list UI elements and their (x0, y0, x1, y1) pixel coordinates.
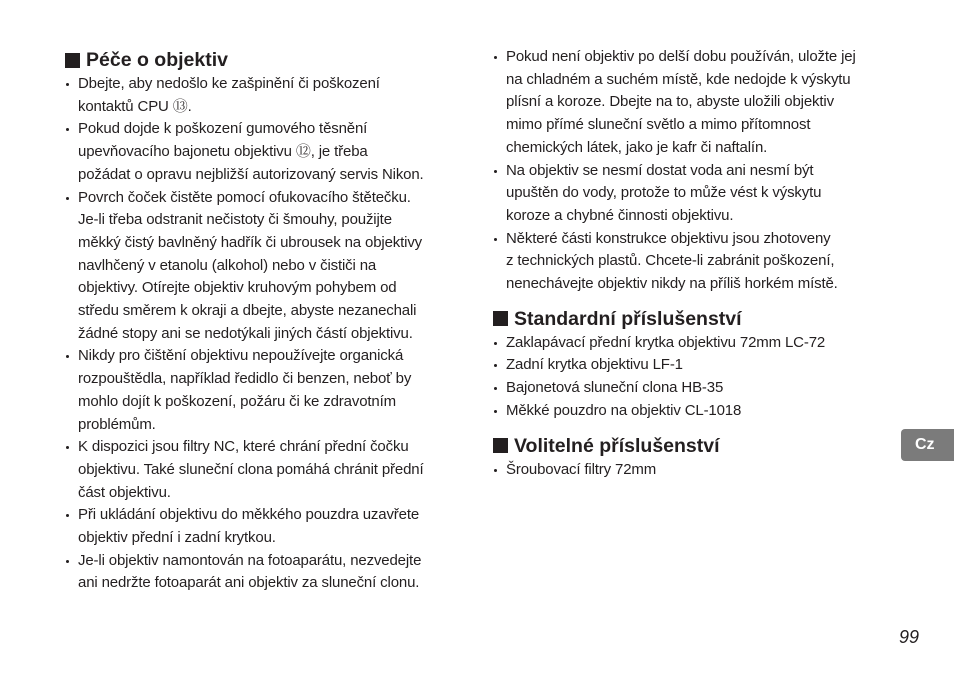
list-item: Pokud není objektiv po delší dobu používán, uložte jej na chladném a suchém místě, kde nedojde k výskytu plísní a koroze. Dbejte na to, abyste uložili objektiv mimo přímé sluneční světlo a mimo přítomnost chemických látek, jako je kafr či naftalín. (492, 46, 912, 160)
list-item: Bajonetová sluneční clona HB-35 (492, 377, 912, 400)
heading-text: Péče o objektiv (86, 49, 228, 71)
care-list-continued (492, 46, 912, 296)
list-item: Měkké pouzdro na objektiv CL-1018 (492, 400, 912, 423)
section-heading-standard (492, 306, 912, 332)
list-item: Pokud dojde k poškození gumového těsnění upevňovacího bajonetu objektivu ⑫, je třeba požádat o opravu nejbližší autorizovaný servis Nikon. (64, 118, 484, 186)
heading-text: Standardní příslušenství (514, 307, 742, 330)
optional-list (492, 459, 912, 482)
square-bullet-icon (493, 438, 508, 453)
left-column (64, 47, 484, 595)
list-item: Na objektiv se nesmí dostat voda ani nesmí být upuštěn do vody, protože to může vést k výskytu koroze a chybné činnosti objektivu. (492, 160, 912, 228)
section-heading-care (64, 47, 484, 73)
list-item: Je-li objektiv namontován na fotoaparátu, nezvedejte ani nedržte fotoaparát ani objektiv za sluneční clonu. (64, 550, 484, 595)
square-bullet-icon (65, 53, 80, 68)
list-item: Některé části konstrukce objektivu jsou zhotoveny z technických plastů. Chcete-li zabránit poškození, nenechávejte objektiv nikdy na příliš horkém místě. (492, 228, 912, 296)
list-item: Zaklapávací přední krytka objektivu 72mm LC-72 (492, 332, 912, 355)
list-item: Povrch čoček čistěte pomocí ofukovacího štětečku. Je-li třeba odstranit nečistoty či šmouhy, použijte měkký čistý bavlněný hadřík či ubrousek na objektivy navlhčený v etanolu (alkohol) nebo v čističi na objektivy. Otírejte objektiv kruhovým pohybem od středu směrem k okraji a dbejte, abyste nezanechali žádné stopy ani se nedotýkali jiných částí objektivu. (64, 187, 484, 346)
right-column (492, 46, 912, 481)
heading-text: Volitelné příslušenství (514, 434, 720, 457)
square-bullet-icon (493, 311, 508, 326)
list-item: Šroubovací filtry 72mm (492, 459, 912, 482)
care-list (64, 73, 484, 595)
language-tab: Cz (901, 429, 954, 461)
list-item: Zadní krytka objektivu LF-1 (492, 354, 912, 377)
list-item: K dispozici jsou filtry NC, které chrání přední čočku objektivu. Také sluneční clona pomáhá chránit přední část objektivu. (64, 436, 484, 504)
section-heading-optional (492, 433, 912, 459)
standard-list (492, 332, 912, 423)
list-item: Dbejte, aby nedošlo ke zašpinění či poškození kontaktů CPU ⑬. (64, 73, 484, 118)
list-item: Při ukládání objektivu do měkkého pouzdra uzavřete objektiv přední i zadní krytkou. (64, 504, 484, 549)
page-number: 99 (899, 627, 920, 647)
list-item: Nikdy pro čištění objektivu nepoužívejte organická rozpouštědla, například ředidlo či benzen, neboť by mohlo dojít k poškození, požáru či ke zdravotním problémům. (64, 345, 484, 436)
